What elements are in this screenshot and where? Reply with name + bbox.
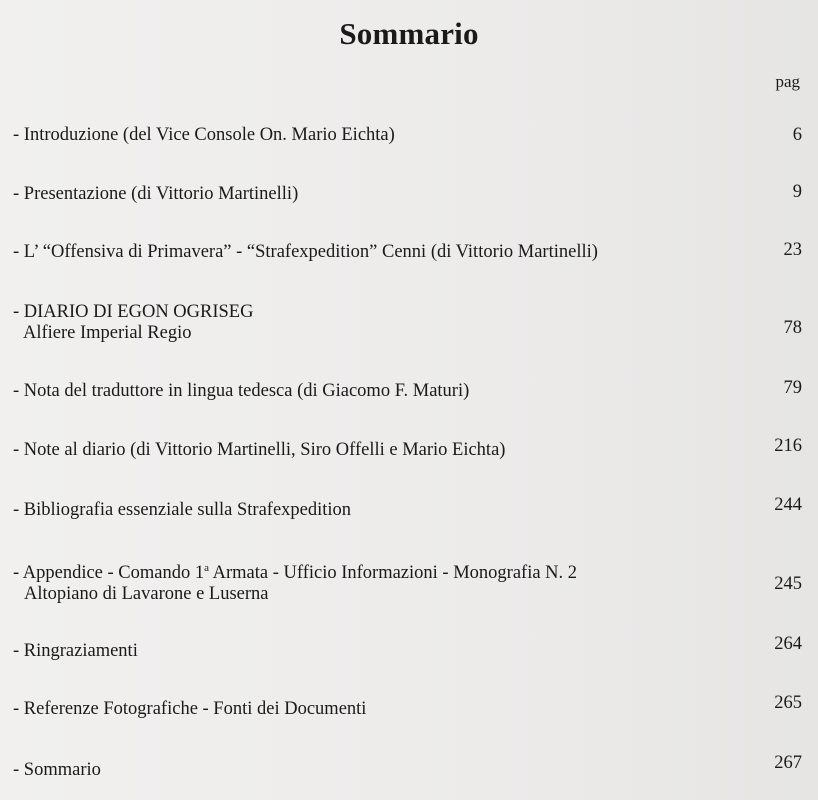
toc-entry-note-diario: [13, 440, 803, 461]
toc-entry-text: [13, 558, 803, 584]
toc-entry-text: - Presentazione (di Vittorio Martinelli): [13, 184, 299, 204]
toc-entry-text: - Referenze Fotografiche - Fonti dei Documenti: [13, 699, 367, 719]
toc-entry-text: - Bibliografia essenziale sulla Strafexpedition: [13, 500, 352, 520]
toc-entry-sommario: [13, 760, 803, 781]
toc-entry-diario: [13, 302, 803, 344]
page-title: Sommario: [339, 16, 479, 51]
toc-entry-text: - DIARIO DI EGON OGRISEG: [13, 302, 254, 322]
toc-entry-text: - Nota del traduttore in lingua tedesca (di Giacomo F. Maturi): [13, 381, 470, 401]
toc-entry-page: 23: [783, 240, 802, 260]
toc-entry-page: 9: [792, 182, 802, 202]
toc-entry-referenze: [13, 699, 803, 720]
superscript-ordinal: a: [204, 562, 210, 574]
toc-entry-text: - L’ “Offensiva di Primavera” - “Strafexpedition” Cenni (di Vittorio Martinelli): [13, 242, 598, 262]
toc-entry-bibliografia: [13, 500, 803, 521]
toc-entry-nota-traduttore: [13, 381, 803, 402]
page-column-label: pag: [775, 72, 800, 91]
toc-entry-offensiva: [13, 242, 803, 263]
toc-entry-text: - Ringraziamenti: [13, 641, 138, 661]
toc-entry-page: 245: [774, 574, 802, 594]
toc-entry-subtitle: Alfiere Imperial Regio: [23, 323, 192, 343]
toc-entry-page: 265: [774, 693, 802, 713]
toc-entry-subtitle: Altopiano di Lavarone e Luserna: [24, 584, 269, 604]
toc-entry-page: 264: [774, 634, 802, 654]
toc-entry-text: - Note al diario (di Vittorio Martinelli, Siro Offelli e Mario Eichta): [13, 440, 506, 460]
toc-entry-text: - Introduzione (del Vice Console On. Mario Eichta): [13, 125, 395, 145]
toc-entry-introduzione: [13, 125, 803, 146]
toc-entry-ringraziamenti: [13, 641, 803, 662]
toc-entry-page: 6: [792, 125, 802, 145]
toc-entry-page: 244: [774, 495, 802, 515]
toc-entry-page: 267: [774, 753, 802, 773]
toc-entry-page: 79: [783, 378, 802, 398]
toc-entry-appendice: [13, 558, 803, 605]
toc-entry-presentazione: [13, 184, 803, 205]
toc-entry-text-part: - Appendice - Comando 1: [13, 563, 205, 583]
toc-entry-page: 78: [783, 318, 802, 338]
toc-entry-text: - Sommario: [13, 760, 101, 780]
toc-entry-page: 216: [774, 436, 802, 456]
toc-entry-text-part: Armata - Ufficio Informazioni - Monografia N. 2: [212, 563, 578, 583]
